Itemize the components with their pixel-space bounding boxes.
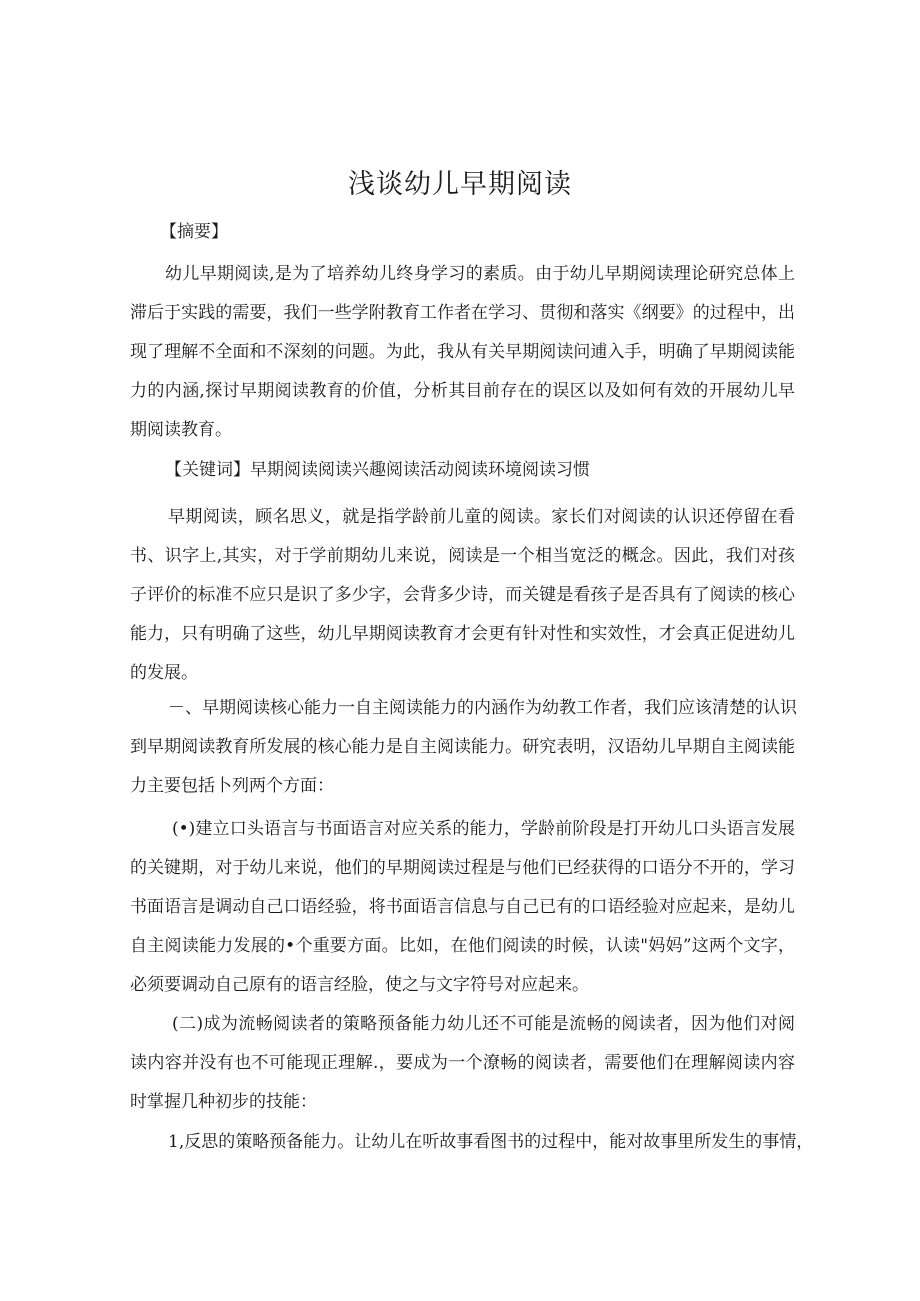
- subsection-two-line: 时掌握几种初步的技能：: [130, 1092, 317, 1112]
- subsection-two-paragraph: [130, 1005, 795, 1122]
- subsection-one-line: 自主阅读能力发展的•个重要方面。比如，在他们阅读的时候，认读"妈妈”这两个文字，: [130, 936, 795, 956]
- subsection-one-line: 的关键期，对于幼儿来说，他们的早期阅读过程是与他们已经获得的口语分不开的，学习: [130, 858, 795, 878]
- abstract-line: 滞后于实践的需要，我们一些学附教育工作者在学习、贯彻和落实《纲要》的过程中，出: [130, 303, 795, 323]
- subsection-two-line: 读内容并没有也不可能现正理解.，要成为一个潦畅的阅读者，需要他们在理解阅读内容: [130, 1053, 795, 1073]
- subsection-one-line: (•)建立口头语言与书面语言对应关系的能力，学龄前阶段是打开幼儿口头语言发展: [172, 819, 795, 839]
- intro-line: 子评价的标准不应只是识了多少字，会背多少诗，而关键是看孩子是否具有了阅读的核心: [130, 585, 795, 605]
- keywords-line: 【关键词】早期阅读阅读兴趣阅读活动阅读环境阅读习惯: [165, 460, 590, 480]
- abstract-paragraph: [130, 255, 795, 450]
- keywords-paragraph: [130, 451, 795, 490]
- subsection-two-line: (二)成为流畅阅读者的策略预备能力幼儿还不可能是流畅的阅读者，因为他们对阅: [172, 1014, 795, 1034]
- section-one-line: －、早期阅读核心能力一自主阅读能力的内涵作为幼教工作者，我们应该清楚的认识: [168, 698, 797, 718]
- intro-line: 能力，只有明确了这些，幼儿早期阅读教育才会更有针对性和实效性，才会真正促进幼儿: [130, 624, 795, 644]
- subsection-one-paragraph: [130, 810, 795, 1005]
- document-title: 浅谈幼儿早期阅读: [348, 169, 572, 200]
- section-one-line: 到早期阅读教育所发展的核心能力是自主阅读能力。研究表明，汉语幼儿早期自主阅读能: [130, 737, 795, 757]
- intro-line: 的发展。: [130, 663, 198, 683]
- section-one-paragraph: [130, 689, 795, 806]
- intro-line: 早期阅读，顾名思义，就是指学龄前儿童的阅读。家长们对阅读的认识还停留在看: [168, 507, 795, 527]
- item-one-line: 1,反思的策略预备能力。让幼儿在听故事看图书的过程中，能对故事里所发生的事情，: [168, 1132, 814, 1152]
- section-one-line: 力主要包括卜列两个方面：: [130, 776, 334, 796]
- intro-paragraph: [130, 498, 795, 693]
- subsection-one-line: 书面语言是调动自己口语经验，将书面语言信息与自己已有的口语经验对应起来，是幼儿: [130, 897, 795, 917]
- abstract-line: 现了理解不全面和不深刻的问题。为此，我从有关早期阅读问逋入手，明确了早期阅读能: [130, 342, 795, 362]
- abstract-line: 幼儿早期阅读,是为了培养幼儿终身学习的素质。由于幼儿早期阅读理论研究总体上: [165, 264, 795, 284]
- intro-line: 书、识字上,其实，对于学前期幼儿来说，阅读是一个相当宽泛的概念。因此，我们对孩: [130, 546, 795, 566]
- item-one-paragraph: [130, 1123, 814, 1162]
- abstract-line: 期阅读教育。: [130, 420, 232, 440]
- subsection-one-line: 必须要调动自己原有的语言经脸，使之与文字符号对应起来。: [130, 975, 589, 995]
- abstract-label: 【摘要】: [160, 222, 228, 242]
- abstract-line: 力的内涵,探讨早期阅读教育的价值，分析其目前存在的误区以及如何有效的开展幼儿早: [130, 381, 795, 401]
